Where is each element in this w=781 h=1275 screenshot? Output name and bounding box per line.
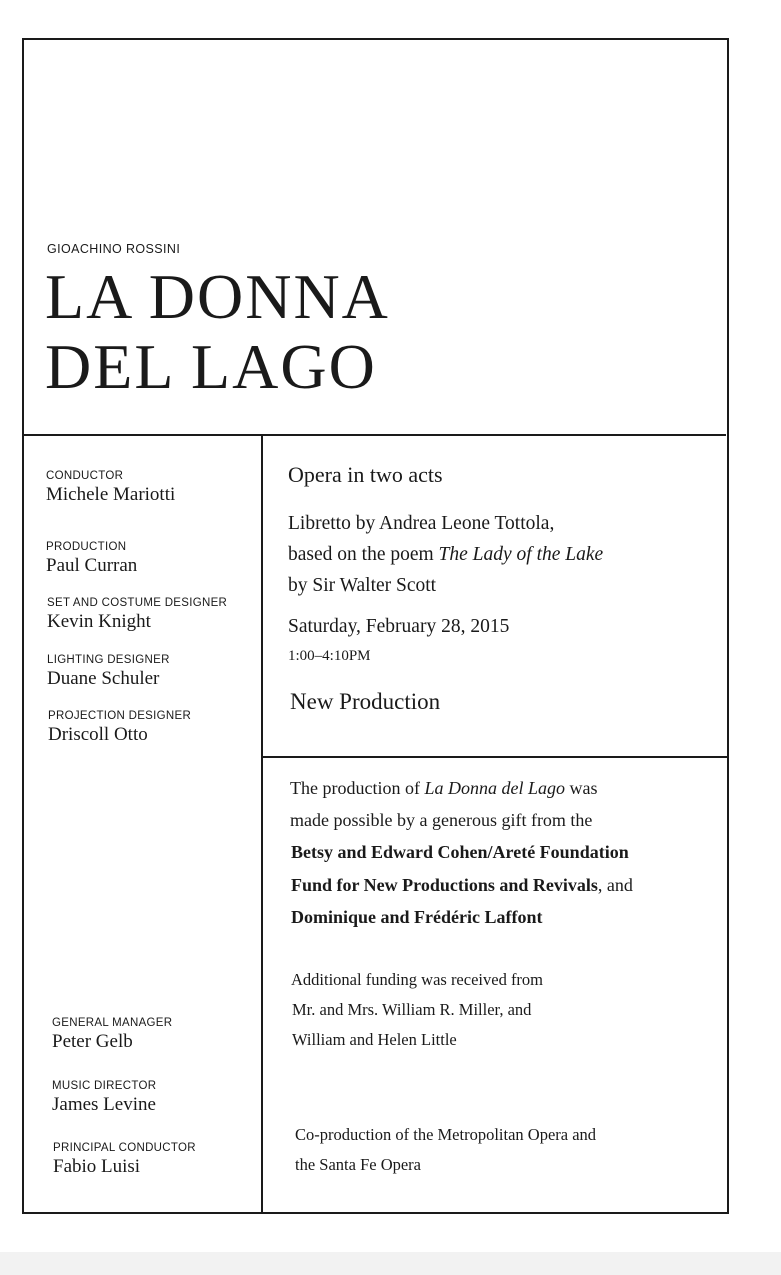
- funding-donor-1: [291, 836, 629, 868]
- fund-name: Fund for New Productions and Revivals: [291, 875, 598, 895]
- credit-role: SET AND COSTUME DESIGNER: [47, 597, 228, 609]
- funding-donor-fund: [291, 869, 633, 901]
- performance-time: 1:00–4:10PM: [288, 648, 371, 664]
- title-line-1: LA DONNA: [45, 261, 390, 332]
- credit-role: PRODUCTION: [46, 541, 127, 553]
- credit-production: [46, 541, 137, 577]
- credit-principal-conductor: [53, 1142, 196, 1178]
- credit-name: Fabio Luisi: [53, 1156, 141, 1177]
- credit-lighting-designer: [47, 654, 170, 690]
- libretto-prefix: based on the poem: [288, 544, 439, 565]
- funding-donor-2: [291, 901, 543, 933]
- additional-funding-line-1: Additional funding was received from: [291, 970, 544, 989]
- credit-set-costume-designer: [47, 597, 227, 633]
- credit-general-manager: [52, 1017, 172, 1053]
- credit-name: Peter Gelb: [52, 1031, 133, 1052]
- poem-title: The Lady of the Lake: [438, 544, 604, 565]
- credit-role: MUSIC DIRECTOR: [52, 1080, 157, 1092]
- libretto-line-1: Libretto by Andrea Leone Tottola,: [288, 513, 555, 534]
- coproduction-line-1: Co-production of the Metropolitan Opera and: [295, 1125, 597, 1144]
- title-line-2: DEL LAGO: [45, 331, 377, 402]
- credit-name: Duane Schuler: [47, 668, 160, 689]
- column-divider: [261, 434, 263, 1212]
- funding-line-2: made possible by a generous gift from the: [290, 810, 593, 830]
- funding-prefix: The production of: [290, 778, 425, 798]
- additional-funding-line-2: Mr. and Mrs. William R. Miller, and: [292, 1000, 532, 1019]
- libretto-line-2: [288, 539, 603, 571]
- credit-name: Kevin Knight: [47, 611, 151, 632]
- credit-conductor: [46, 470, 175, 506]
- credit-role: GENERAL MANAGER: [52, 1017, 173, 1029]
- credit-name: Paul Curran: [46, 555, 138, 576]
- production-note: New Production: [290, 689, 441, 714]
- opera-subtitle: Opera in two acts: [288, 462, 443, 487]
- opera-title: [45, 262, 390, 402]
- header-divider: [22, 434, 726, 436]
- funding-line-1: [290, 772, 597, 804]
- credit-role: PRINCIPAL CONDUCTOR: [53, 1142, 196, 1154]
- credit-role: LIGHTING DESIGNER: [47, 654, 170, 666]
- coproduction-line-2: the Santa Fe Opera: [295, 1155, 421, 1174]
- additional-funding-line-3: William and Helen Little: [292, 1030, 457, 1049]
- credit-role: PROJECTION DESIGNER: [48, 710, 192, 722]
- page-edge-shadow: [0, 1252, 781, 1275]
- donor-name: Dominique and Frédéric Laffont: [291, 907, 543, 927]
- credit-name: Michele Mariotti: [46, 484, 176, 505]
- credit-music-director: [52, 1080, 156, 1116]
- credit-role: CONDUCTOR: [46, 470, 124, 482]
- funding-opera-title: La Donna del Lago: [424, 778, 565, 798]
- credit-name: Driscoll Otto: [48, 724, 148, 745]
- fund-suffix: , and: [597, 875, 633, 895]
- credit-name: James Levine: [52, 1094, 156, 1115]
- credit-projection-designer: [48, 710, 191, 746]
- libretto-line-3: by Sir Walter Scott: [288, 575, 437, 596]
- info-divider: [262, 756, 727, 758]
- composer-name: GIOACHINO ROSSINI: [47, 242, 181, 256]
- funding-suffix: was: [564, 778, 598, 798]
- performance-date: Saturday, February 28, 2015: [288, 616, 510, 637]
- donor-name: Betsy and Edward Cohen/Areté Foundation: [291, 842, 629, 862]
